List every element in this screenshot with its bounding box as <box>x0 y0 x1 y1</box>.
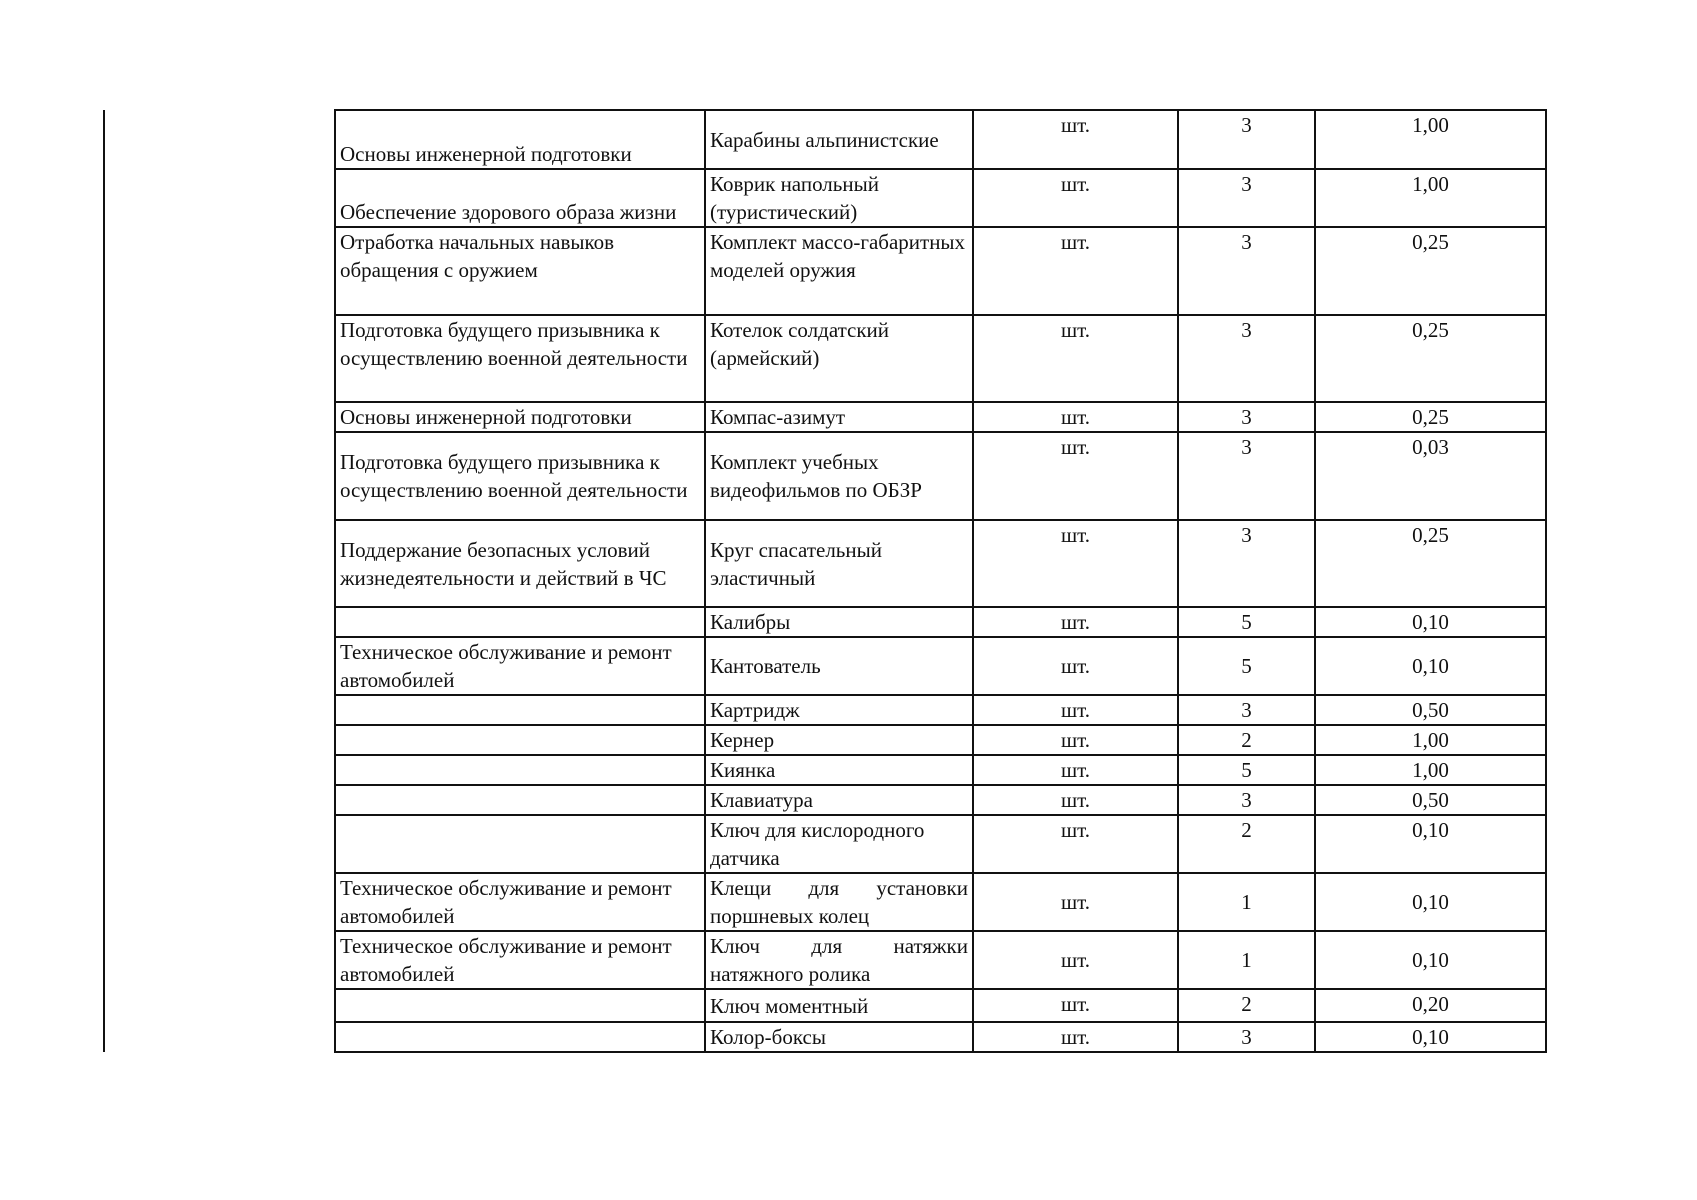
norm-cell: 0,10 <box>1315 637 1546 695</box>
table-row <box>335 931 1546 989</box>
unit-cell: шт. <box>973 989 1178 1022</box>
unit-cell: шт. <box>973 815 1178 873</box>
unit-cell: шт. <box>973 607 1178 637</box>
unit-cell: шт. <box>973 873 1178 931</box>
quantity-cell: 2 <box>1178 989 1315 1022</box>
equipment-table <box>334 109 1547 1053</box>
table-row <box>335 815 1546 873</box>
item-name-cell: Клещи для установки поршневых колец <box>705 873 973 931</box>
section-cell <box>335 815 705 873</box>
norm-cell: 0,10 <box>1315 607 1546 637</box>
section-cell <box>335 755 705 785</box>
table-row <box>335 520 1546 607</box>
section-cell <box>335 695 705 725</box>
item-name-cell: Ключ для натяжки натяжного ролика <box>705 931 973 989</box>
quantity-cell: 3 <box>1178 520 1315 607</box>
table-row <box>335 695 1546 725</box>
unit-cell: шт. <box>973 110 1178 169</box>
norm-cell: 0,50 <box>1315 695 1546 725</box>
section-cell <box>335 1022 705 1052</box>
item-name-cell: Ключ для кислородного датчика <box>705 815 973 873</box>
item-name-cell: Карабины альпинистские <box>705 110 973 169</box>
table-row <box>335 755 1546 785</box>
unit-cell: шт. <box>973 169 1178 227</box>
quantity-cell: 3 <box>1178 315 1315 402</box>
unit-cell: шт. <box>973 931 1178 989</box>
unit-cell: шт. <box>973 432 1178 520</box>
quantity-cell: 3 <box>1178 785 1315 815</box>
table-row <box>335 110 1546 169</box>
item-name-cell: Клавиатура <box>705 785 973 815</box>
norm-cell: 1,00 <box>1315 110 1546 169</box>
unit-cell: шт. <box>973 725 1178 755</box>
unit-cell: шт. <box>973 637 1178 695</box>
table-row <box>335 402 1546 432</box>
table-row <box>335 785 1546 815</box>
norm-cell: 0,25 <box>1315 315 1546 402</box>
quantity-cell: 1 <box>1178 931 1315 989</box>
norm-cell: 0,10 <box>1315 931 1546 989</box>
norm-cell: 1,00 <box>1315 755 1546 785</box>
norm-cell: 1,00 <box>1315 725 1546 755</box>
item-name-cell: Картридж <box>705 695 973 725</box>
table-row <box>335 432 1546 520</box>
section-cell <box>335 725 705 755</box>
section-cell: Основы инженерной подготовки <box>335 402 705 432</box>
table-row <box>335 725 1546 755</box>
quantity-cell: 5 <box>1178 755 1315 785</box>
item-name-cell: Комплект массо-габаритных моделей оружия <box>705 227 973 315</box>
unit-cell: шт. <box>973 1022 1178 1052</box>
item-name-cell: Котелок солдатский (армейский) <box>705 315 973 402</box>
unit-cell: шт. <box>973 695 1178 725</box>
section-cell: Техническое обслуживание и ремонт автомобилей <box>335 931 705 989</box>
item-name-cell: Колор-боксы <box>705 1022 973 1052</box>
norm-cell: 0,50 <box>1315 785 1546 815</box>
item-name-cell: Комплект учебных видеофильмов по ОБЗР <box>705 432 973 520</box>
norm-cell: 0,25 <box>1315 402 1546 432</box>
page-margin-line <box>103 110 105 1052</box>
section-cell: Техническое обслуживание и ремонт автомобилей <box>335 637 705 695</box>
item-name-cell: Ключ моментный <box>705 989 973 1022</box>
quantity-cell: 3 <box>1178 402 1315 432</box>
unit-cell: шт. <box>973 227 1178 315</box>
item-name-cell: Компас-азимут <box>705 402 973 432</box>
section-cell <box>335 989 705 1022</box>
section-cell <box>335 785 705 815</box>
quantity-cell: 1 <box>1178 873 1315 931</box>
item-name-cell: Кантователь <box>705 637 973 695</box>
item-name-cell: Киянка <box>705 755 973 785</box>
norm-cell: 0,03 <box>1315 432 1546 520</box>
norm-cell: 0,10 <box>1315 815 1546 873</box>
quantity-cell: 3 <box>1178 169 1315 227</box>
table-row <box>335 227 1546 315</box>
section-cell: Поддержание безопасных условий жизнедеятельности и действий в ЧС <box>335 520 705 607</box>
quantity-cell: 3 <box>1178 695 1315 725</box>
section-cell <box>335 607 705 637</box>
section-cell: Подготовка будущего призывника к осуществлению военной деятельности <box>335 315 705 402</box>
norm-cell: 0,10 <box>1315 873 1546 931</box>
section-cell: Техническое обслуживание и ремонт автомобилей <box>335 873 705 931</box>
quantity-cell: 5 <box>1178 607 1315 637</box>
section-cell: Обеспечение здорового образа жизни <box>335 169 705 227</box>
unit-cell: шт. <box>973 755 1178 785</box>
unit-cell: шт. <box>973 520 1178 607</box>
table-row <box>335 169 1546 227</box>
norm-cell: 0,25 <box>1315 520 1546 607</box>
item-name-cell: Круг спасательный эластичный <box>705 520 973 607</box>
norm-cell: 0,10 <box>1315 1022 1546 1052</box>
quantity-cell: 5 <box>1178 637 1315 695</box>
item-name-cell: Коврик напольный (туристический) <box>705 169 973 227</box>
table-row <box>335 989 1546 1022</box>
table-row <box>335 873 1546 931</box>
table-row <box>335 315 1546 402</box>
table-row <box>335 607 1546 637</box>
item-name-cell: Кернер <box>705 725 973 755</box>
unit-cell: шт. <box>973 315 1178 402</box>
quantity-cell: 3 <box>1178 227 1315 315</box>
unit-cell: шт. <box>973 785 1178 815</box>
norm-cell: 0,20 <box>1315 989 1546 1022</box>
quantity-cell: 3 <box>1178 1022 1315 1052</box>
quantity-cell: 3 <box>1178 110 1315 169</box>
quantity-cell: 3 <box>1178 432 1315 520</box>
table-row <box>335 637 1546 695</box>
item-name-cell: Калибры <box>705 607 973 637</box>
quantity-cell: 2 <box>1178 815 1315 873</box>
table-row <box>335 1022 1546 1052</box>
section-cell: Подготовка будущего призывника к осуществлению военной деятельности <box>335 432 705 520</box>
norm-cell: 0,25 <box>1315 227 1546 315</box>
norm-cell: 1,00 <box>1315 169 1546 227</box>
equipment-table-body <box>335 110 1546 1052</box>
unit-cell: шт. <box>973 402 1178 432</box>
quantity-cell: 2 <box>1178 725 1315 755</box>
section-cell: Основы инженерной подготовки <box>335 110 705 169</box>
section-cell: Отработка начальных навыков обращения с оружием <box>335 227 705 315</box>
